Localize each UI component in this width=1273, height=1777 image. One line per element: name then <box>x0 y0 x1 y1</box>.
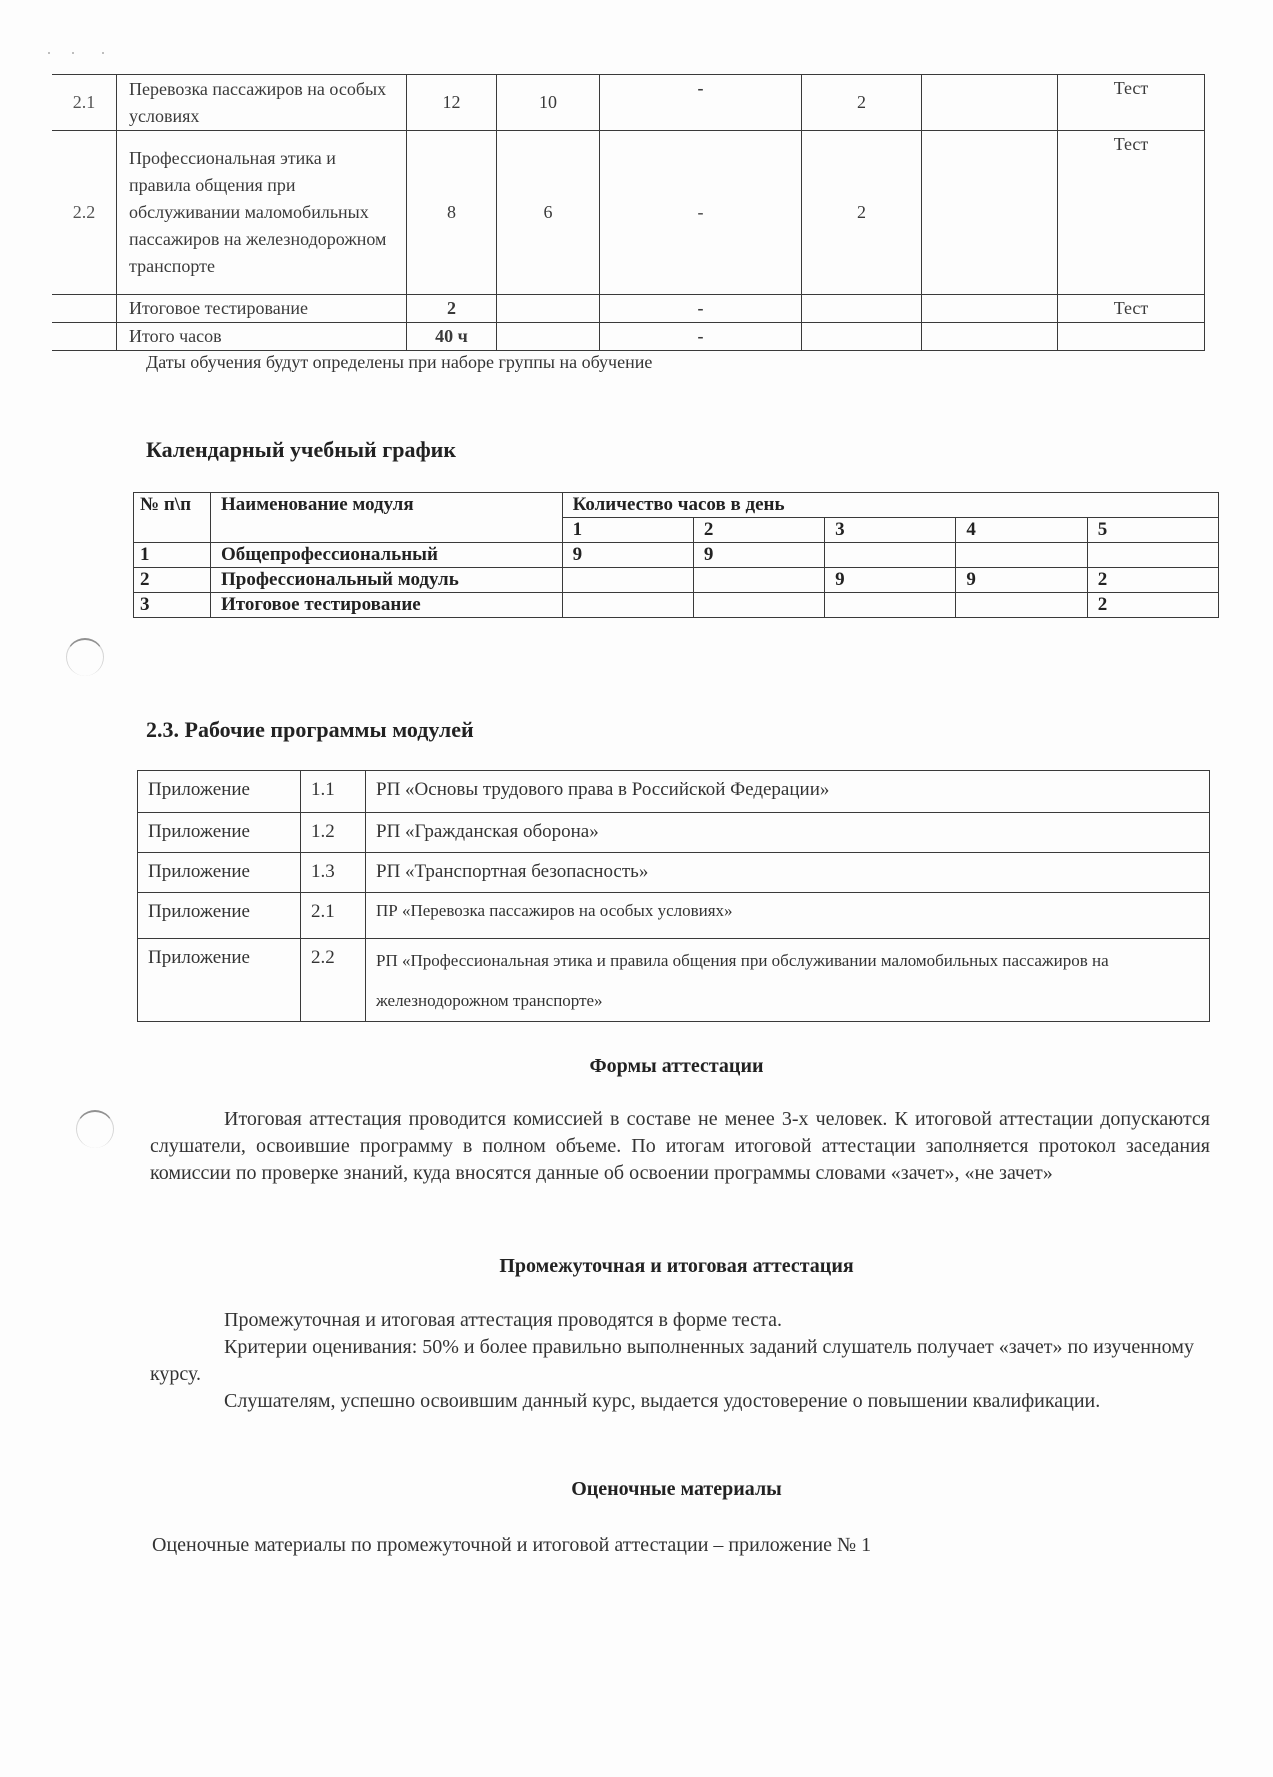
punch-hole-mark <box>66 638 104 676</box>
row-number: 3 <box>134 593 211 618</box>
empty-cell <box>922 75 1058 131</box>
empty-cell <box>922 131 1058 295</box>
total-hours: 8 <box>407 131 497 295</box>
interim-paragraphs <box>150 1307 1210 1415</box>
attestation-form: Тест <box>1058 75 1205 131</box>
total-hours: 40 ч <box>407 323 497 351</box>
practice-hours: - <box>600 295 802 323</box>
lecture-hours <box>497 295 600 323</box>
table-row <box>138 813 1210 853</box>
appendix-number: 2.2 <box>301 939 366 1022</box>
attestation-form: Тест <box>1058 131 1205 295</box>
day-hours: 9 <box>956 568 1087 593</box>
paragraph: Слушателям, успешно освоившим данный курс, выдается удостоверение о повышении квалификации. <box>224 1390 1101 1412</box>
table-row <box>138 771 1210 813</box>
module-name: Общепрофессиональный <box>210 543 562 568</box>
self-study-hours <box>802 323 922 351</box>
day-hours <box>825 543 956 568</box>
row-number: 1 <box>134 543 211 568</box>
appendix-number: 2.1 <box>301 893 366 939</box>
scan-speck <box>102 52 104 54</box>
header-day: 3 <box>825 518 956 543</box>
header-row <box>134 493 1219 518</box>
total-hours: 2 <box>407 295 497 323</box>
lecture-hours <box>497 323 600 351</box>
module-name: Профессиональный модуль <box>210 568 562 593</box>
row-number: 2.2 <box>52 131 117 295</box>
paragraph: Критерии оценивания: 50% и более правильно выполненных заданий слушатель получает «зачет» по изученному курсу. <box>150 1336 1194 1385</box>
appendix-label: Приложение <box>138 813 301 853</box>
modules-table <box>137 770 1210 1022</box>
day-hours <box>693 568 824 593</box>
practice-hours: - <box>600 131 802 295</box>
scan-speck <box>72 52 74 54</box>
calendar-title: Календарный учебный график <box>146 437 457 462</box>
header-day: 2 <box>693 518 824 543</box>
row-title: Перевозка пассажиров на особых условиях <box>117 75 407 131</box>
day-hours <box>825 593 956 618</box>
row-number <box>52 323 117 351</box>
appendix-title: РП «Транспортная безопасность» <box>366 853 1210 893</box>
header-day: 4 <box>956 518 1087 543</box>
day-hours <box>1087 543 1218 568</box>
header-num: № п\п <box>134 493 211 543</box>
day-hours: 9 <box>693 543 824 568</box>
row-number <box>52 295 117 323</box>
forms-section-title: Формы аттестации <box>589 1055 764 1077</box>
day-hours: 9 <box>562 543 693 568</box>
day-hours: 2 <box>1087 593 1218 618</box>
header-hours-per-day: Количество часов в день <box>562 493 1218 518</box>
self-study-hours: 2 <box>802 75 922 131</box>
row-title: Итого часов <box>117 323 407 351</box>
day-hours <box>693 593 824 618</box>
table-row <box>134 593 1219 618</box>
appendix-label: Приложение <box>138 853 301 893</box>
appendix-label: Приложение <box>138 893 301 939</box>
appendix-label: Приложение <box>138 939 301 1022</box>
appendix-title: РП «Основы трудового права в Российской Федерации» <box>366 771 1210 813</box>
forms-paragraph <box>150 1106 1210 1187</box>
day-hours <box>562 568 693 593</box>
scan-speck <box>48 52 50 54</box>
total-hours: 12 <box>407 75 497 131</box>
dates-note: Даты обучения будут определены при наборе группы на обучение <box>146 352 653 372</box>
paragraph: Итоговая аттестация проводится комиссией в составе не менее 3-х человек. К итоговой аттестации допускаются слушатели, освоившие программу в полном объеме. По итогам итоговой аттестации заполняется протокол заседания комиссии по проверке знаний, куда вносятся данные об освоении программы словами «зачет», «не зачет» <box>150 1108 1210 1184</box>
table-row <box>52 323 1205 351</box>
table-row <box>134 543 1219 568</box>
punch-hole-mark <box>76 1110 114 1148</box>
table-row <box>138 893 1210 939</box>
table-row <box>138 939 1210 1022</box>
interim-section-title: Промежуточная и итоговая аттестация <box>499 1255 854 1277</box>
program-hours-table <box>52 74 1205 351</box>
appendix-number: 1.3 <box>301 853 366 893</box>
row-title: Профессиональная этика и правила общения при обслуживании маломобильных пассажиров на железнодорожном транспорте <box>117 131 407 295</box>
row-number: 2.1 <box>52 75 117 131</box>
practice-hours: - <box>600 323 802 351</box>
paragraph: Промежуточная и итоговая аттестация проводятся в форме теста. <box>224 1309 782 1331</box>
appendix-title-cell <box>366 939 1210 1022</box>
day-hours <box>956 543 1087 568</box>
empty-cell <box>922 295 1058 323</box>
row-title: Итоговое тестирование <box>117 295 407 323</box>
row-number: 2 <box>134 568 211 593</box>
modules-section-title: 2.3. Рабочие программы модулей <box>146 717 474 742</box>
module-name: Итоговое тестирование <box>210 593 562 618</box>
attestation-form <box>1058 323 1205 351</box>
day-hours: 9 <box>825 568 956 593</box>
header-day: 5 <box>1087 518 1218 543</box>
table-row <box>52 75 1205 131</box>
table-row <box>134 568 1219 593</box>
day-hours: 2 <box>1087 568 1218 593</box>
day-hours <box>956 593 1087 618</box>
appendix-title: РП «Профессиональная этика и правила общения при обслуживании маломобильных пассажиров на железнодорожном транспорте» <box>376 951 1109 1010</box>
self-study-hours <box>802 295 922 323</box>
materials-section-title: Оценочные материалы <box>571 1478 782 1500</box>
header-module-name: Наименование модуля <box>210 493 562 543</box>
materials-paragraph: Оценочные материалы по промежуточной и итоговой аттестации – приложение № 1 <box>152 1534 872 1556</box>
appendix-title: РП «Гражданская оборона» <box>366 813 1210 853</box>
calendar-table <box>133 492 1219 618</box>
header-day: 1 <box>562 518 693 543</box>
appendix-title: ПР «Перевозка пассажиров на особых условиях» <box>366 893 1210 939</box>
table-row <box>52 295 1205 323</box>
day-hours <box>562 593 693 618</box>
appendix-number: 1.1 <box>301 771 366 813</box>
lecture-hours: 6 <box>497 131 600 295</box>
lecture-hours: 10 <box>497 75 600 131</box>
appendix-number: 1.2 <box>301 813 366 853</box>
table-row <box>52 131 1205 295</box>
table-row <box>138 853 1210 893</box>
appendix-label: Приложение <box>138 771 301 813</box>
attestation-form: Тест <box>1058 295 1205 323</box>
empty-cell <box>922 323 1058 351</box>
practice-hours: - <box>600 75 802 131</box>
self-study-hours: 2 <box>802 131 922 295</box>
